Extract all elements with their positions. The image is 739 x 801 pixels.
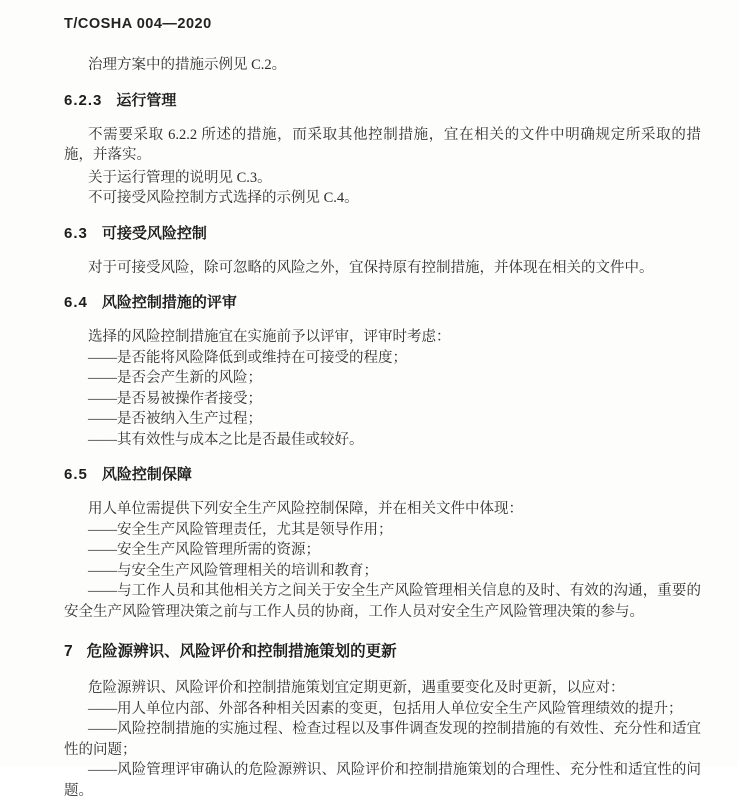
list-item: ——与安全生产风险管理相关的培训和教育； <box>64 561 701 582</box>
section-heading-6-3 <box>64 224 701 244</box>
section-heading-6-5 <box>64 465 701 485</box>
heading-number: 6.5 <box>64 466 88 483</box>
paragraph: 不可接受风险控制方式选择的示例见 C.4。 <box>64 188 701 209</box>
heading-number: 6.4 <box>64 294 88 311</box>
list-item: ——是否会产生新的风险； <box>64 368 701 389</box>
paragraph: 关于运行管理的说明见 C.3。 <box>64 168 701 189</box>
heading-title: 危险源辨识、风险评价和控制措施策划的更新 <box>87 643 397 660</box>
list-item: ——风险控制措施的实施过程、检查过程以及事件调查发现的控制措施的有效性、充分性和适宜性的问题； <box>64 719 701 760</box>
dash-list-6-5 <box>64 520 701 623</box>
list-item: ——是否能将风险降低到或维持在可接受的程度； <box>64 348 701 369</box>
section-heading-6-2-3 <box>64 91 701 111</box>
paragraph: 用人单位需提供下列安全生产风险控制保障，并在相关文件中体现： <box>64 499 701 520</box>
list-item: ——其有效性与成本之比是否最佳或较好。 <box>64 430 701 451</box>
dash-list-7 <box>64 699 701 801</box>
heading-title: 风险控制保障 <box>102 466 192 483</box>
heading-number: 6.2.3 <box>64 92 102 109</box>
heading-title: 运行管理 <box>116 92 176 109</box>
doc-number: T/COSHA 004—2020 <box>64 16 701 32</box>
heading-title: 风险控制措施的评审 <box>102 294 237 311</box>
paragraph-intro: 治理方案中的措施示例见 C.2。 <box>64 55 701 76</box>
paragraph: 危险源辨识、风险评价和控制措施策划宜定期更新，遇重要变化及时更新，以应对： <box>64 678 701 699</box>
paragraph: 对于可接受风险，除可忽略的风险之外，宜保持原有控制措施，并体现在相关的文件中。 <box>64 258 701 279</box>
list-item: ——是否易被操作者接受； <box>64 389 701 410</box>
section-heading-6-4 <box>64 293 701 313</box>
list-item: ——风险管理评审确认的危险源辨识、风险评价和控制措施策划的合理性、充分性和适宜性的问题。 <box>64 760 701 801</box>
dash-list-6-4 <box>64 348 701 451</box>
paragraph: 不需要采取 6.2.2 所述的措施，而采取其他控制措施，宜在相关的文件中明确规定所采取的措施，并落实。 <box>64 125 701 166</box>
list-item: ——是否被纳入生产过程； <box>64 409 701 430</box>
section-heading-7 <box>64 641 701 662</box>
list-item: ——用人单位内部、外部各种相关因素的变更，包括用人单位安全生产风险管理绩效的提升； <box>64 699 701 720</box>
paragraph: 选择的风险控制措施宜在实施前予以评审，评审时考虑： <box>64 327 701 348</box>
heading-number: 6.3 <box>64 225 88 242</box>
list-item: ——安全生产风险管理所需的资源； <box>64 540 701 561</box>
heading-title: 可接受风险控制 <box>102 225 207 242</box>
list-item: ——与工作人员和其他相关方之间关于安全生产风险管理相关信息的及时、有效的沟通，重要的安全生产风险管理决策之前与工作人员的协商，工作人员对安全生产风险管理决策的参与。 <box>64 581 701 622</box>
list-item: ——安全生产风险管理责任，尤其是领导作用； <box>64 520 701 541</box>
heading-number: 7 <box>64 643 73 660</box>
